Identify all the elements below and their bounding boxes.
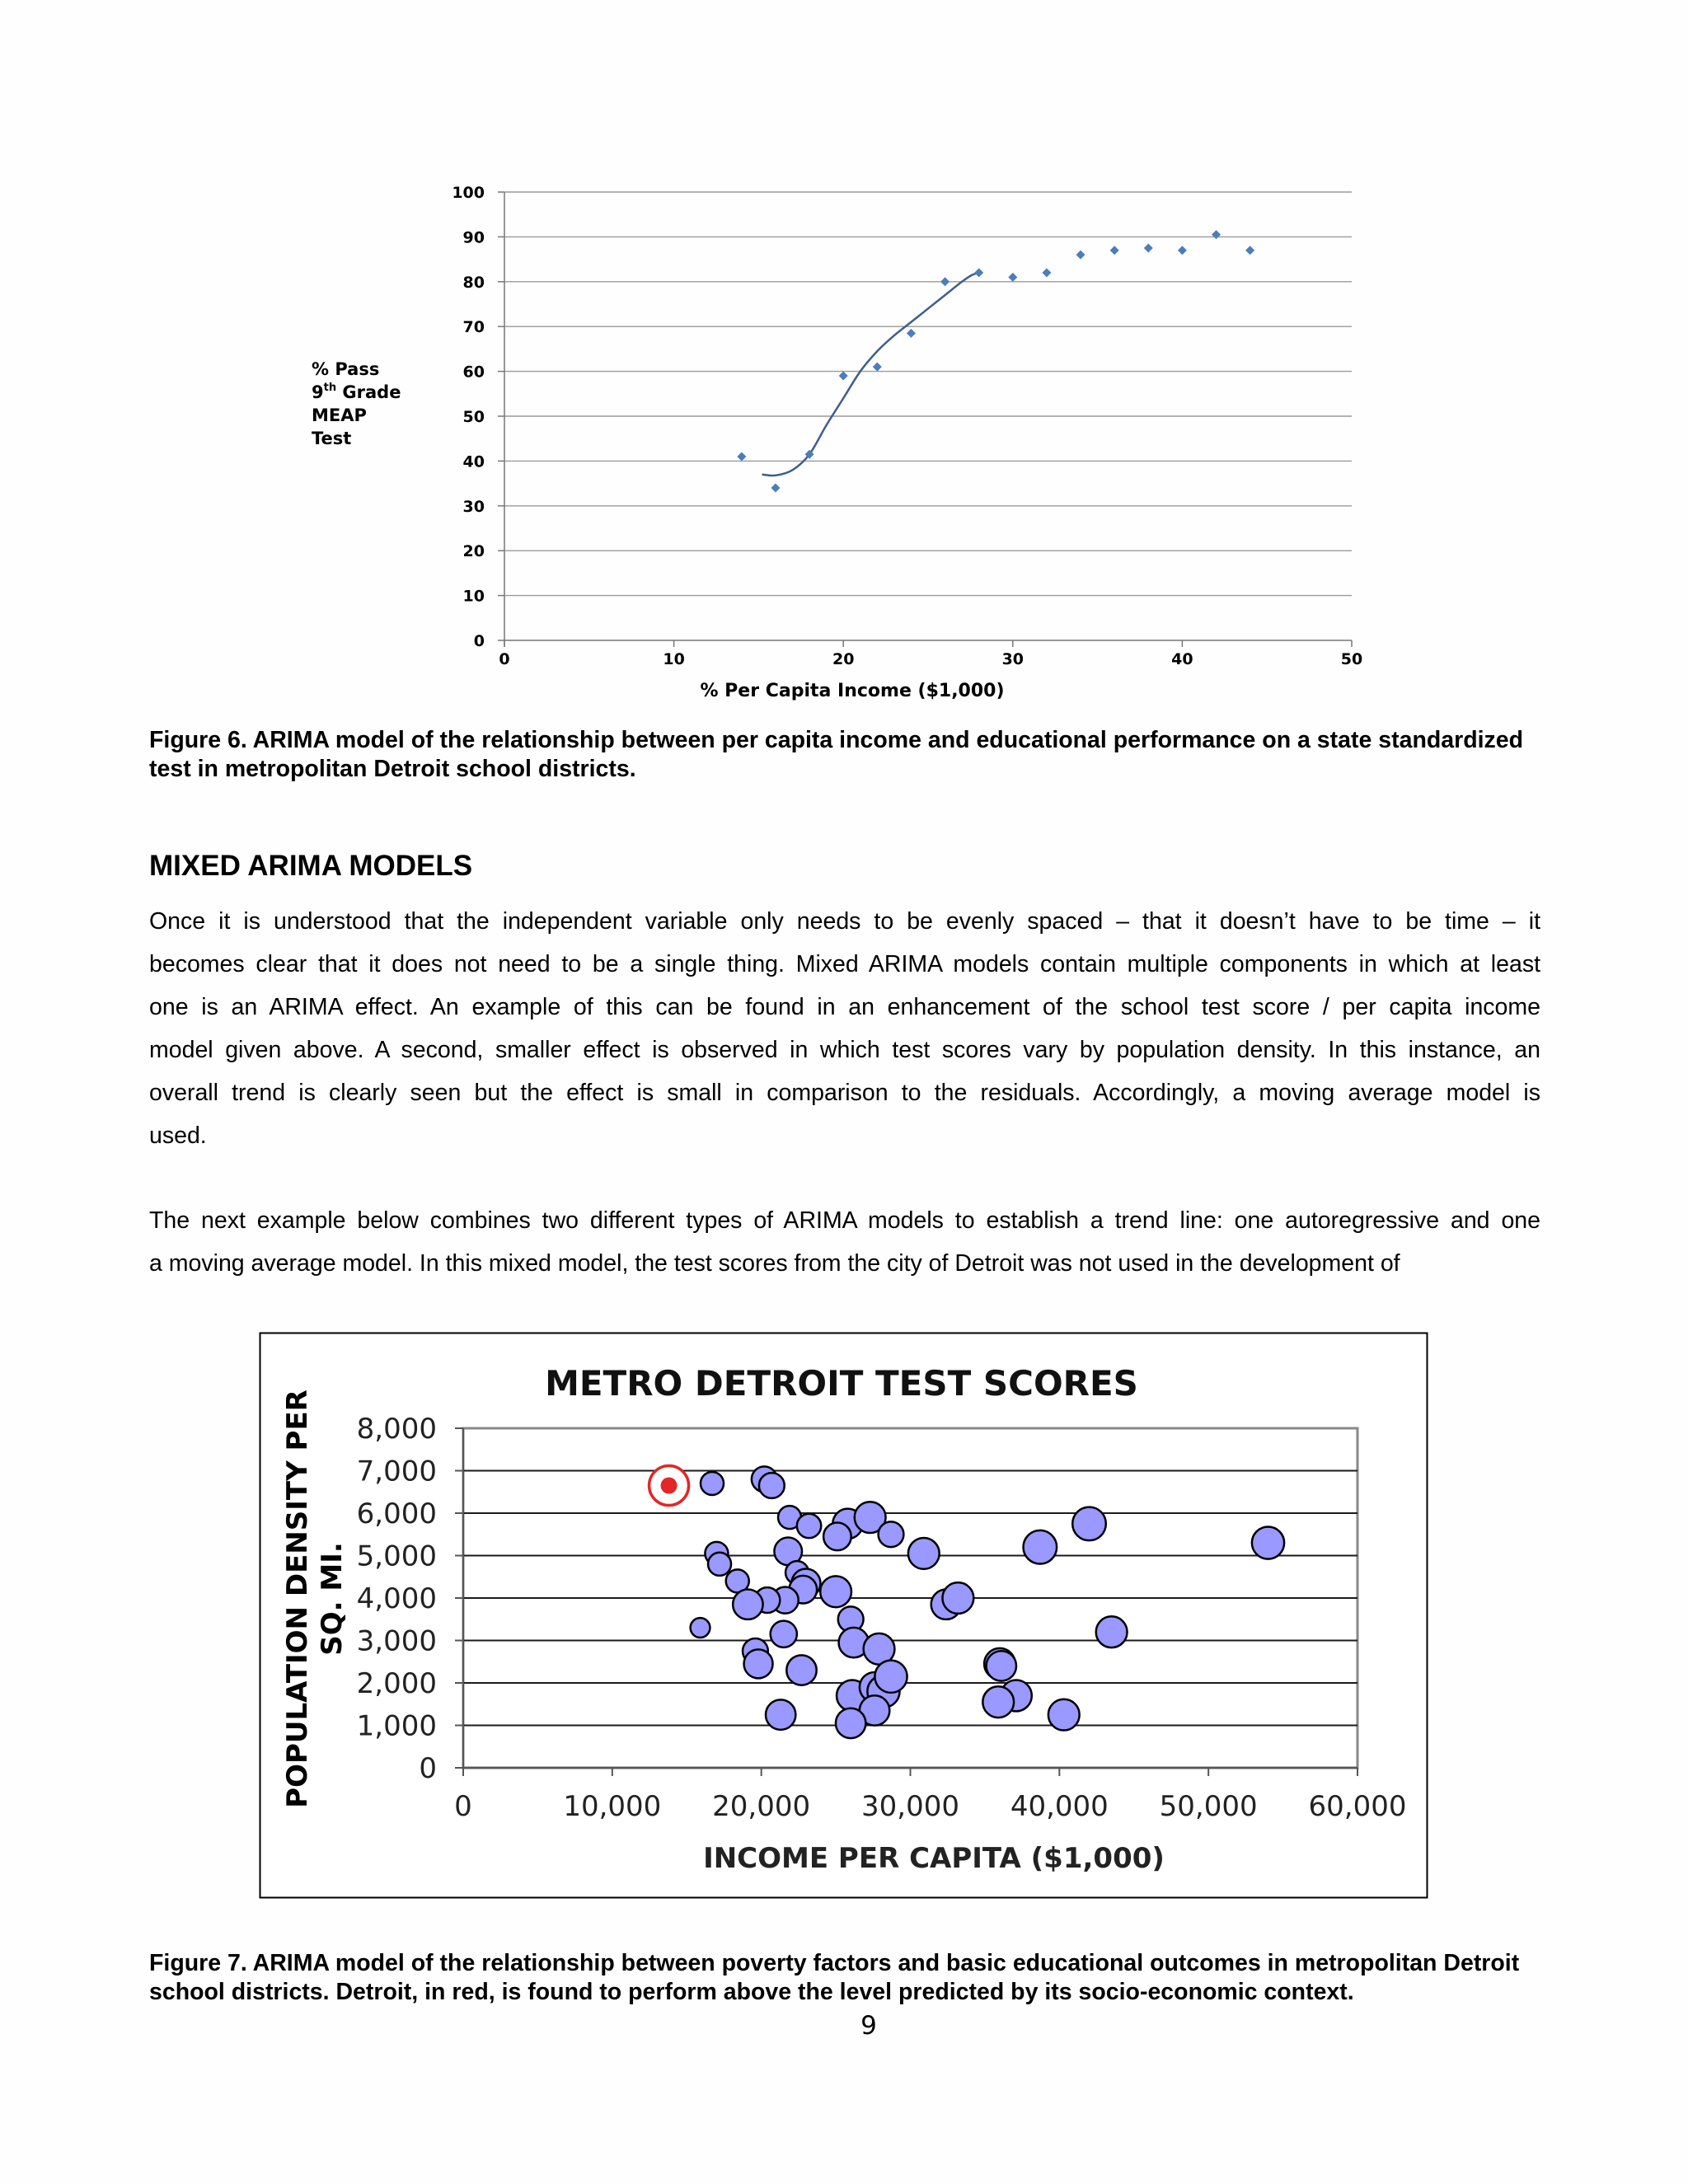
figure6-y-tick-label: 100: [452, 184, 485, 202]
figure6-x-tick-label: 40: [1171, 650, 1193, 668]
figure7-x-axis-label: INCOME PER CAPITA ($1,000): [703, 1842, 1165, 1875]
figure6-y-tick-label: 40: [462, 452, 485, 471]
paragraph-1-line: one is an ARIMA effect. An example of this can be found in an enhancement of the school test score / per capita income: [149, 994, 1540, 1020]
figure6-data-point: [1245, 246, 1254, 255]
section-heading: MIXED ARIMA MODELS: [149, 850, 473, 882]
figure7-y-tick-label: 7,000: [356, 1455, 437, 1488]
figure6-data-point: [1178, 246, 1187, 255]
figure6-data-point: [737, 452, 746, 461]
figure6-data-point: [940, 277, 950, 286]
figure7-data-point: [733, 1590, 762, 1619]
figure6-chart: [280, 165, 1393, 709]
paragraph-1-line: used.: [149, 1122, 207, 1149]
figure7-data-point: [1096, 1616, 1128, 1647]
figure7-title: METRO DETROIT TEST SCORES: [545, 1363, 1138, 1404]
page-number: 9: [860, 2011, 877, 2041]
figure7-data-point: [708, 1553, 731, 1576]
figure7-data-point: [701, 1472, 724, 1495]
figure7-data-point: [820, 1576, 851, 1607]
figure7-data-point: [766, 1699, 795, 1729]
figure6-y-tick-label: 90: [462, 228, 485, 247]
figure6-y-tick-label: 30: [462, 497, 485, 516]
figure6-data-point: [907, 329, 916, 338]
figure7-x-tick-label: 50,000: [1159, 1790, 1258, 1823]
figure6-y-axis-label-line4: Test: [312, 429, 352, 448]
figure6-x-tick-label: 50: [1340, 650, 1363, 668]
figure6-y-tick-label: 80: [462, 273, 485, 292]
figure6-y-tick-label: 60: [462, 363, 485, 382]
figure7-caption: Figure 7. ARIMA model of the relationship between poverty factors and basic educational outcomes in metropolitan Detroit school districts. Detroit, in red, is found to perform above the level predicted by its socio-economic context.: [149, 1950, 1520, 2005]
figure7-data-point: [786, 1655, 816, 1685]
figure7-x-tick-label: 30,000: [861, 1790, 959, 1823]
figure6-data-point: [771, 484, 780, 493]
figure7-chart: [259, 1332, 1429, 1899]
figure7-data-point: [879, 1521, 904, 1547]
figure6-x-tick-label: 10: [663, 650, 685, 668]
figure7-data-point: [771, 1621, 797, 1647]
paragraph-1: [149, 900, 1540, 1157]
figure6-y-axis-label-line1: % Pass: [312, 359, 380, 379]
figure6-y-axis-label-line3: MEAP: [312, 405, 367, 425]
figure7-data-point: [836, 1708, 865, 1738]
figure7-x-tick-label: 20,000: [712, 1790, 811, 1823]
figure6-data-point: [974, 268, 983, 277]
figure6-y-tick-label: 0: [473, 632, 485, 650]
figure7-y-axis-label-line1: POPULATION DENSITY PER: [281, 1390, 314, 1808]
figure6-data-point: [1212, 230, 1221, 239]
figure7-y-tick-label: 2,000: [356, 1667, 437, 1700]
figure6-x-tick-label: 20: [832, 650, 855, 668]
figure6-data-point: [873, 363, 882, 372]
figure7-data-point: [744, 1649, 773, 1678]
paragraph-1-line: overall trend is clearly seen but the effect is small in comparison to the residuals. Accordingly, a moving average model is: [149, 1080, 1540, 1106]
figure7-data-point: [987, 1651, 1016, 1680]
figure6-y-tick-label: 70: [462, 318, 485, 337]
paragraph-2-line: The next example below combines two different types of ARIMA models to establish a trend line: one autoregressive and one: [149, 1207, 1540, 1234]
figure6-data-point: [1076, 251, 1085, 260]
figure7-data-point: [982, 1686, 1014, 1718]
figure7-y-tick-label: 1,000: [356, 1709, 437, 1743]
figure6-data-point: [1144, 244, 1153, 253]
figure7-x-tick-label: 60,000: [1308, 1790, 1407, 1823]
figure6-data-point: [1042, 268, 1051, 277]
figure7-data-point: [1024, 1530, 1057, 1564]
figure6-data-point: [1008, 273, 1017, 282]
figure7-data-point: [1072, 1507, 1106, 1541]
figure6-x-axis-label: % Per Capita Income ($1,000): [700, 681, 1005, 701]
figure7-y-tick-label: 3,000: [356, 1624, 437, 1658]
figure6-y-axis-label-line2: 9th Grade: [312, 382, 401, 402]
paragraph-1-line: becomes clear that it does not need to be a single thing. Mixed ARIMA models contain multiple components in which at least: [149, 951, 1540, 977]
figure6-data-point: [839, 372, 848, 381]
figure7-data-point: [908, 1538, 940, 1569]
figure7-y-tick-label: 6,000: [356, 1497, 437, 1530]
figure7-y-tick-label: 0: [419, 1752, 437, 1785]
figure7-data-point: [874, 1661, 907, 1693]
figure7-y-axis-label-line2: SQ. MI.: [316, 1542, 349, 1656]
figure6-y-tick-label: 10: [462, 587, 485, 606]
figure6-caption: Figure 6. ARIMA model of the relationship between per capita income and educational performance on a state standardized test in metropolitan Detroit school districts.: [149, 727, 1524, 782]
figure7-data-point: [1048, 1699, 1080, 1731]
figure7-data-point: [759, 1473, 785, 1498]
figure7-y-tick-label: 8,000: [356, 1413, 437, 1446]
paragraph-1-line: Once it is understood that the independent variable only needs to be evenly spaced – that it doesn’t have to be time – it: [149, 908, 1540, 935]
figure7-x-tick-label: 40,000: [1010, 1790, 1109, 1823]
figure6-trend-line: [762, 273, 979, 476]
figure7-data-point: [823, 1523, 851, 1551]
figure7-x-tick-label: 0: [454, 1790, 472, 1823]
paragraph-1-line: model given above. A second, smaller effect is observed in which test scores vary by population density. In this instance, an: [149, 1037, 1540, 1063]
figure7-x-tick-label: 10,000: [563, 1790, 662, 1823]
figure6-x-tick-label: 0: [499, 650, 510, 668]
figure7-data-point: [691, 1618, 710, 1638]
figure6-x-tick-label: 30: [1001, 650, 1025, 668]
paragraph-2: [149, 1199, 1540, 1285]
paragraph-2-line: a moving average model. In this mixed model, the test scores from the city of Detroit was not used in the development of: [149, 1250, 1400, 1277]
figure7-data-point: [797, 1514, 821, 1538]
figure7-data-point: [942, 1582, 973, 1614]
figure6-y-tick-label: 50: [462, 408, 485, 426]
figure7-y-tick-label: 4,000: [356, 1582, 437, 1615]
figure6-y-tick-label: 20: [462, 542, 485, 561]
figure7-detroit-point: [661, 1478, 678, 1494]
figure7-data-point: [1252, 1526, 1284, 1558]
figure6-data-point: [1110, 246, 1119, 255]
figure7-y-tick-label: 5,000: [356, 1540, 437, 1573]
